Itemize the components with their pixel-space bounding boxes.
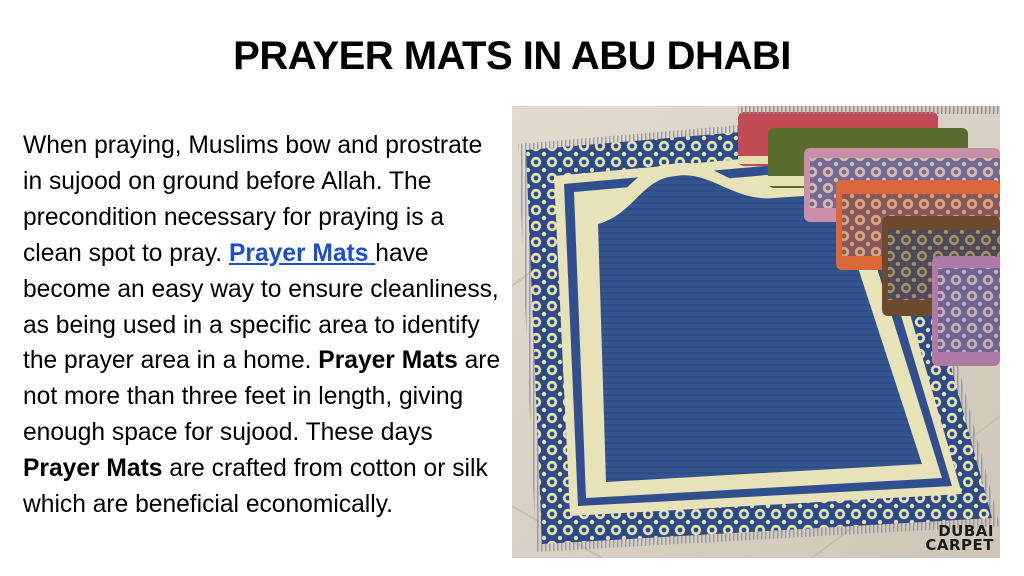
text-part-1: When praying, Muslims bow and prostrate in sujood on ground before Allah. The precondition necessary for praying is a clean spot to pray.	[23, 132, 483, 267]
bold-prayer-mats-1: Prayer Mats	[318, 347, 458, 375]
logo-line-2: CARPET	[925, 536, 994, 554]
prayer-mats-link[interactable]: Prayer Mats	[228, 239, 376, 267]
prayer-mats-photo	[512, 106, 1000, 558]
text-part-2: have become an easy way to ensure cleanliness, as being used in a specific area to identify the prayer area in a home.	[23, 239, 499, 375]
dubai-carpet-logo	[925, 524, 994, 552]
bold-prayer-mats-2: Prayer Mats	[23, 455, 163, 483]
body-paragraph	[23, 128, 508, 523]
prayer-mat-illustration	[512, 106, 1000, 558]
text-part-4: are crafted from cotton or silk which are beneficial economically.	[23, 455, 488, 519]
slide-title: PRAYER MATS IN ABU DHABI	[233, 34, 791, 78]
logo-line-1: DUBAI	[938, 522, 994, 540]
text-part-3: are not more than three feet in length, giving enough space for sujood. These days	[23, 347, 501, 447]
